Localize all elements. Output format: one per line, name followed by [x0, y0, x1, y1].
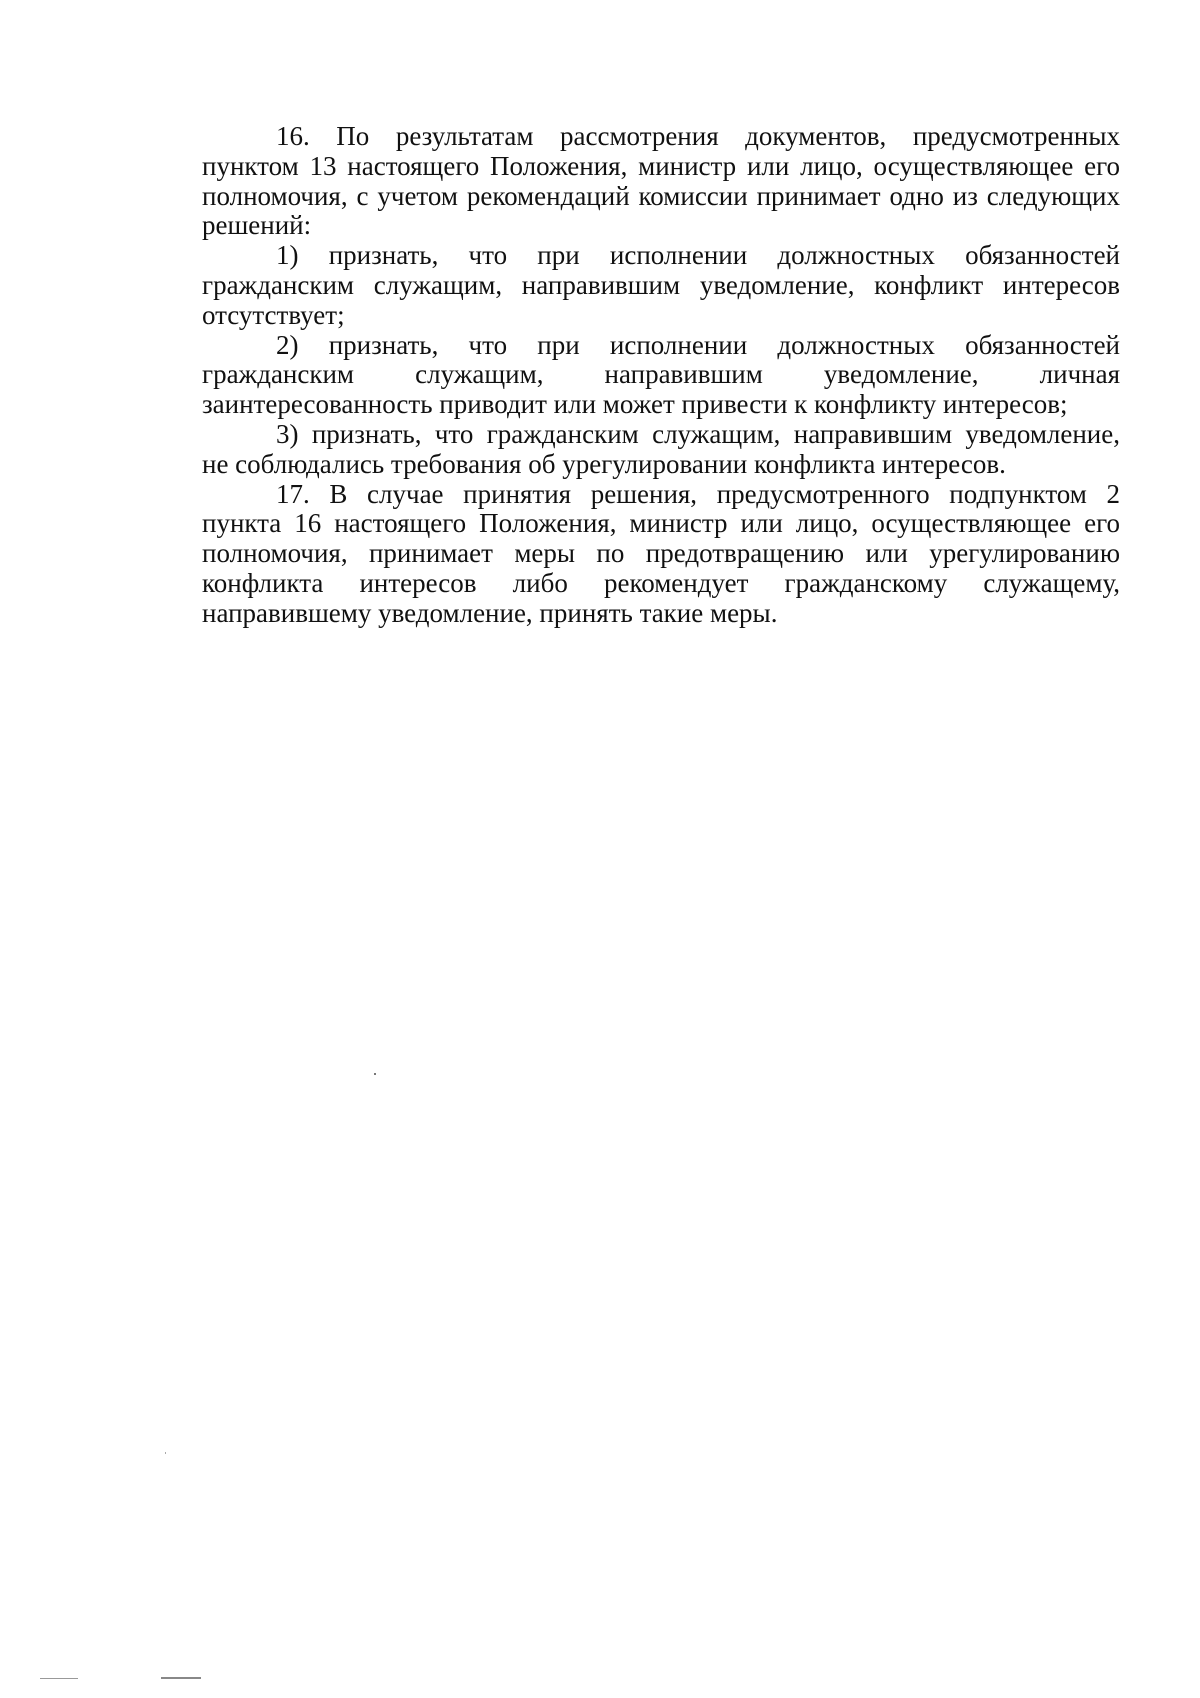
text-line: пунктом 13 настоящего Положения, министр или лицо, осуществляющее его [202, 150, 1120, 181]
scan-speck [165, 1452, 166, 1454]
paragraph-16-item-1 [202, 241, 1120, 330]
text-line: направившему уведомление, принять такие меры. [202, 597, 778, 628]
scan-speck [374, 1073, 376, 1075]
paragraph-16-item-3 [202, 420, 1120, 480]
text-line: полномочия, принимает меры по предотвращению или урегулированию [202, 538, 1120, 569]
text-line: не соблюдались требования об урегулировании конфликта интересов. [202, 448, 1006, 479]
scan-artifact-line [40, 1678, 78, 1679]
text-line: решений: [202, 210, 312, 241]
text-line: гражданским служащим, направившим уведомление, личная [202, 359, 1120, 390]
document-body [202, 122, 1120, 629]
text-line: конфликта интересов либо рекомендует гражданскому служащему, [202, 567, 1120, 598]
paragraph-17 [202, 480, 1120, 629]
text-line: отсутствует; [202, 299, 345, 330]
text-line: 1) признать, что при исполнении должностных обязанностей [276, 240, 1120, 271]
text-line: заинтересованность приводит или может привести к конфликту интересов; [202, 389, 1068, 420]
text-line: 2) признать, что при исполнении должностных обязанностей [276, 329, 1120, 360]
paragraph-16 [202, 122, 1120, 241]
text-line: полномочия, с учетом рекомендаций комиссии принимает одно из следующих [202, 180, 1120, 211]
scan-artifact-line [161, 1677, 201, 1679]
text-line: гражданским служащим, направившим уведомление, конфликт интересов [202, 269, 1120, 300]
text-line: 17. В случае принятия решения, предусмотренного подпунктом 2 [276, 478, 1120, 509]
text-line: 16. По результатам рассмотрения документов, предусмотренных [276, 121, 1120, 151]
text-line: 3) признать, что гражданским служащим, направившим уведомление, [276, 418, 1120, 449]
paragraph-16-item-2 [202, 331, 1120, 420]
text-line: пункта 16 настоящего Положения, министр или лицо, осуществляющее его [202, 508, 1120, 539]
